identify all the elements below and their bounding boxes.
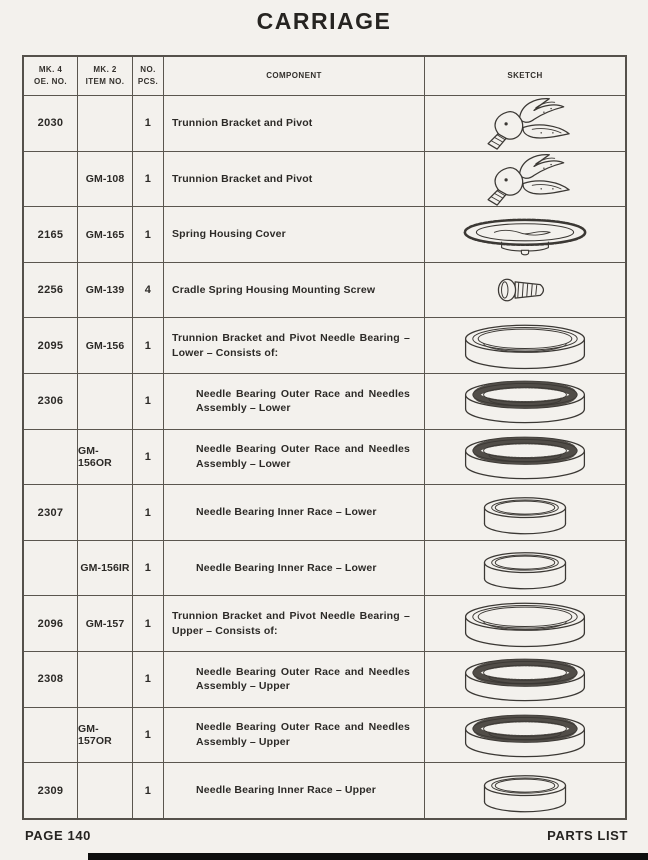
needles-sketch bbox=[450, 430, 600, 484]
table-row bbox=[24, 596, 625, 652]
cell-mk2-item-no bbox=[78, 485, 133, 540]
cell-mk4-oe-no bbox=[24, 152, 78, 207]
cell-mk2-item-no: GM-156OR bbox=[78, 430, 133, 485]
cell-sketch bbox=[425, 263, 625, 318]
cell-component: Needle Bearing Inner Race – Lower bbox=[164, 485, 425, 540]
cell-mk2-item-no bbox=[78, 652, 133, 707]
cell-no-pcs: 1 bbox=[133, 374, 164, 429]
cell-sketch bbox=[425, 207, 625, 262]
header-line: MK. 2 bbox=[93, 65, 117, 75]
cell-sketch bbox=[425, 430, 625, 485]
cell-component: Trunnion Bracket and Pivot Needle Bearing – Upper – Consists of: bbox=[164, 596, 425, 651]
header-line: OE. NO. bbox=[33, 77, 68, 86]
trunnion-sketch bbox=[450, 152, 600, 206]
cell-mk2-item-no bbox=[78, 763, 133, 818]
cell-mk4-oe-no: 2256 bbox=[24, 263, 78, 318]
trunnion-sketch bbox=[450, 96, 600, 150]
cell-sketch bbox=[425, 708, 625, 763]
page-title: CARRIAGE bbox=[256, 8, 392, 34]
cell-no-pcs: 1 bbox=[133, 596, 164, 651]
cell-no-pcs: 1 bbox=[133, 652, 164, 707]
cell-no-pcs: 1 bbox=[133, 541, 164, 596]
cell-mk2-item-no: GM-139 bbox=[78, 263, 133, 318]
header-line: ITEM NO. bbox=[85, 77, 125, 86]
cell-mk2-item-no: GM-157OR bbox=[78, 708, 133, 763]
cell-sketch bbox=[425, 541, 625, 596]
cell-component: Trunnion Bracket and Pivot bbox=[164, 96, 425, 151]
bearing-sketch bbox=[450, 597, 600, 651]
table-row bbox=[24, 374, 625, 430]
cell-mk4-oe-no: 2307 bbox=[24, 485, 78, 540]
cover-sketch bbox=[450, 208, 600, 262]
cell-mk2-item-no: GM-156IR bbox=[78, 541, 133, 596]
cell-mk2-item-no: GM-157 bbox=[78, 596, 133, 651]
needles-sketch bbox=[450, 652, 600, 706]
table-row bbox=[24, 96, 625, 152]
cell-component: Needle Bearing Outer Race and Needles Assembly – Lower bbox=[164, 374, 425, 429]
table-row bbox=[24, 152, 625, 208]
header-no-pcs bbox=[133, 57, 164, 95]
table-row bbox=[24, 318, 625, 374]
cell-mk4-oe-no: 2030 bbox=[24, 96, 78, 151]
footer-parts-list-label: PARTS LIST bbox=[547, 828, 628, 843]
parts-table bbox=[22, 55, 627, 820]
header-mk2-item-no bbox=[78, 57, 133, 95]
needles-sketch bbox=[450, 374, 600, 428]
cell-mk2-item-no bbox=[78, 96, 133, 151]
cell-component: Needle Bearing Inner Race – Upper bbox=[164, 763, 425, 818]
cell-mk4-oe-no: 2306 bbox=[24, 374, 78, 429]
cell-no-pcs: 1 bbox=[133, 207, 164, 262]
cell-sketch bbox=[425, 485, 625, 540]
page-footer bbox=[25, 828, 628, 843]
cell-component: Needle Bearing Outer Race and Needles Assembly – Lower bbox=[164, 430, 425, 485]
table-row bbox=[24, 430, 625, 486]
cell-mk2-item-no bbox=[78, 374, 133, 429]
header-line: MK. 4 bbox=[38, 65, 63, 75]
cell-mk4-oe-no: 2165 bbox=[24, 207, 78, 262]
cell-component: Needle Bearing Outer Race and Needles Assembly – Upper bbox=[164, 708, 425, 763]
table-header-row bbox=[24, 57, 625, 96]
cell-no-pcs: 1 bbox=[133, 430, 164, 485]
cell-sketch bbox=[425, 374, 625, 429]
cell-sketch bbox=[425, 318, 625, 373]
cell-mk2-item-no: GM-108 bbox=[78, 152, 133, 207]
cell-mk4-oe-no: 2095 bbox=[24, 318, 78, 373]
cell-no-pcs: 1 bbox=[133, 485, 164, 540]
header-line: COMPONENT bbox=[266, 71, 322, 81]
race-sketch bbox=[450, 541, 600, 595]
cell-mk4-oe-no bbox=[24, 541, 78, 596]
footer-page-number: PAGE 140 bbox=[25, 828, 91, 843]
header-mk4-oe-no bbox=[24, 57, 78, 95]
table-row bbox=[24, 763, 625, 818]
cell-no-pcs: 4 bbox=[133, 263, 164, 318]
cell-mk4-oe-no: 2308 bbox=[24, 652, 78, 707]
header-sketch bbox=[425, 57, 625, 95]
header-component bbox=[164, 57, 425, 95]
bearing-sketch bbox=[450, 319, 600, 373]
cell-no-pcs: 1 bbox=[133, 763, 164, 818]
table-row bbox=[24, 652, 625, 708]
table-row bbox=[24, 541, 625, 597]
cell-mk4-oe-no bbox=[24, 430, 78, 485]
cell-no-pcs: 1 bbox=[133, 152, 164, 207]
cell-mk2-item-no: GM-156 bbox=[78, 318, 133, 373]
cell-component: Cradle Spring Housing Mounting Screw bbox=[164, 263, 425, 318]
scan-edge-bar bbox=[88, 853, 648, 860]
cell-mk2-item-no: GM-165 bbox=[78, 207, 133, 262]
table-row bbox=[24, 485, 625, 541]
header-line: NO. bbox=[140, 65, 156, 75]
header-line: SKETCH bbox=[507, 71, 543, 81]
cell-mk4-oe-no: 2096 bbox=[24, 596, 78, 651]
cell-sketch bbox=[425, 763, 625, 818]
race-sketch bbox=[450, 764, 600, 818]
cell-component: Needle Bearing Inner Race – Lower bbox=[164, 541, 425, 596]
cell-sketch bbox=[425, 152, 625, 207]
table-row bbox=[24, 207, 625, 263]
cell-sketch bbox=[425, 652, 625, 707]
cell-component: Trunnion Bracket and Pivot Needle Bearing – Lower – Consists of: bbox=[164, 318, 425, 373]
needles-sketch bbox=[450, 708, 600, 762]
cell-component: Spring Housing Cover bbox=[164, 207, 425, 262]
cell-mk4-oe-no bbox=[24, 708, 78, 763]
table-row bbox=[24, 263, 625, 319]
cell-sketch bbox=[425, 596, 625, 651]
cell-no-pcs: 1 bbox=[133, 96, 164, 151]
cell-component: Trunnion Bracket and Pivot bbox=[164, 152, 425, 207]
header-line: PCS. bbox=[137, 77, 159, 86]
cell-mk4-oe-no: 2309 bbox=[24, 763, 78, 818]
screw-sketch bbox=[450, 263, 600, 317]
cell-no-pcs: 1 bbox=[133, 708, 164, 763]
table-row bbox=[24, 708, 625, 764]
race-sketch bbox=[450, 486, 600, 540]
cell-component: Needle Bearing Outer Race and Needles Assembly – Upper bbox=[164, 652, 425, 707]
cell-sketch bbox=[425, 96, 625, 151]
cell-no-pcs: 1 bbox=[133, 318, 164, 373]
